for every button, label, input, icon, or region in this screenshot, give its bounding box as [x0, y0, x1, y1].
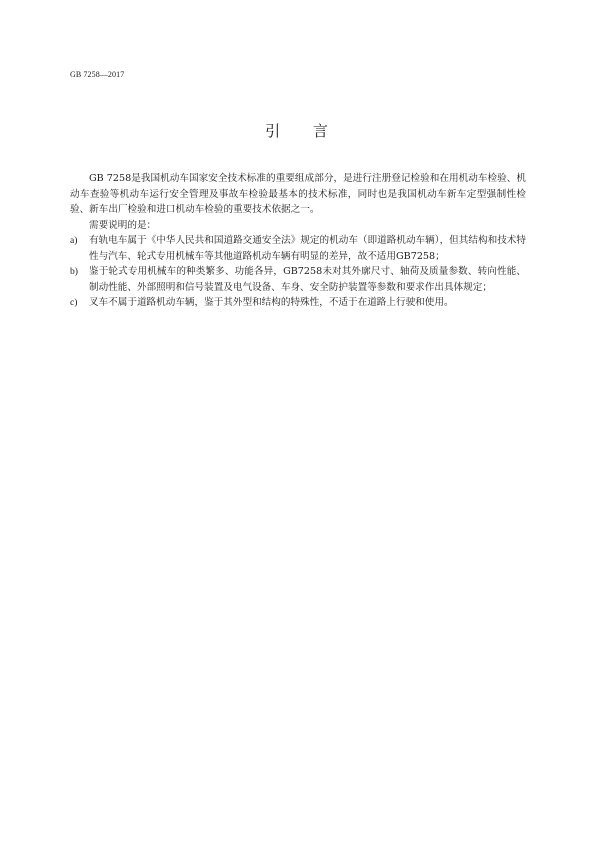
list-marker: a) [70, 235, 78, 246]
list-marker: b) [70, 266, 78, 277]
list-item-text: 鉴于轮式专用机械车的种类繁多、功能各异，GB7258未对其外廓尺寸、轴荷及质量参数、转向性能、制动性能、外部照明和信号装置及电气设备、车身、安全防护装置等参数和要求作出具体规定； [89, 266, 526, 293]
page-title: 引 言 [265, 122, 342, 140]
list-item-a [70, 233, 526, 264]
list-item-c [70, 295, 526, 311]
list-item-text: 叉车不属于道路机动车辆，鉴于其外型和结构的特殊性，不适于在道路上行驶和使用。 [89, 297, 454, 308]
list-item-text: 有轨电车属于《中华人民共和国道路交通安全法》规定的机动车（即道路机动车辆），但其结构和技术特性与汽车、轮式专用机械车等其他道路机动车辆有明显的差异，故不适用GB7258； [89, 235, 526, 262]
list-marker: c) [70, 297, 78, 308]
standard-code: GB 7258—2017 [70, 70, 125, 79]
intro-paragraph: GB 7258是我国机动车国家安全技术标准的重要组成部分，是进行注册登记检验和在用机动车检验、机动车查验等机动车运行安全管理及事故车检验最基本的技术标准，同时也是我国机动车新车定型强制性检验、新车出厂检验和进口机动车检验的重要技术依据之一。 [70, 173, 526, 215]
note-lead: 需要说明的是： [89, 219, 157, 231]
list-item-b [70, 264, 526, 295]
document-body [70, 171, 526, 311]
